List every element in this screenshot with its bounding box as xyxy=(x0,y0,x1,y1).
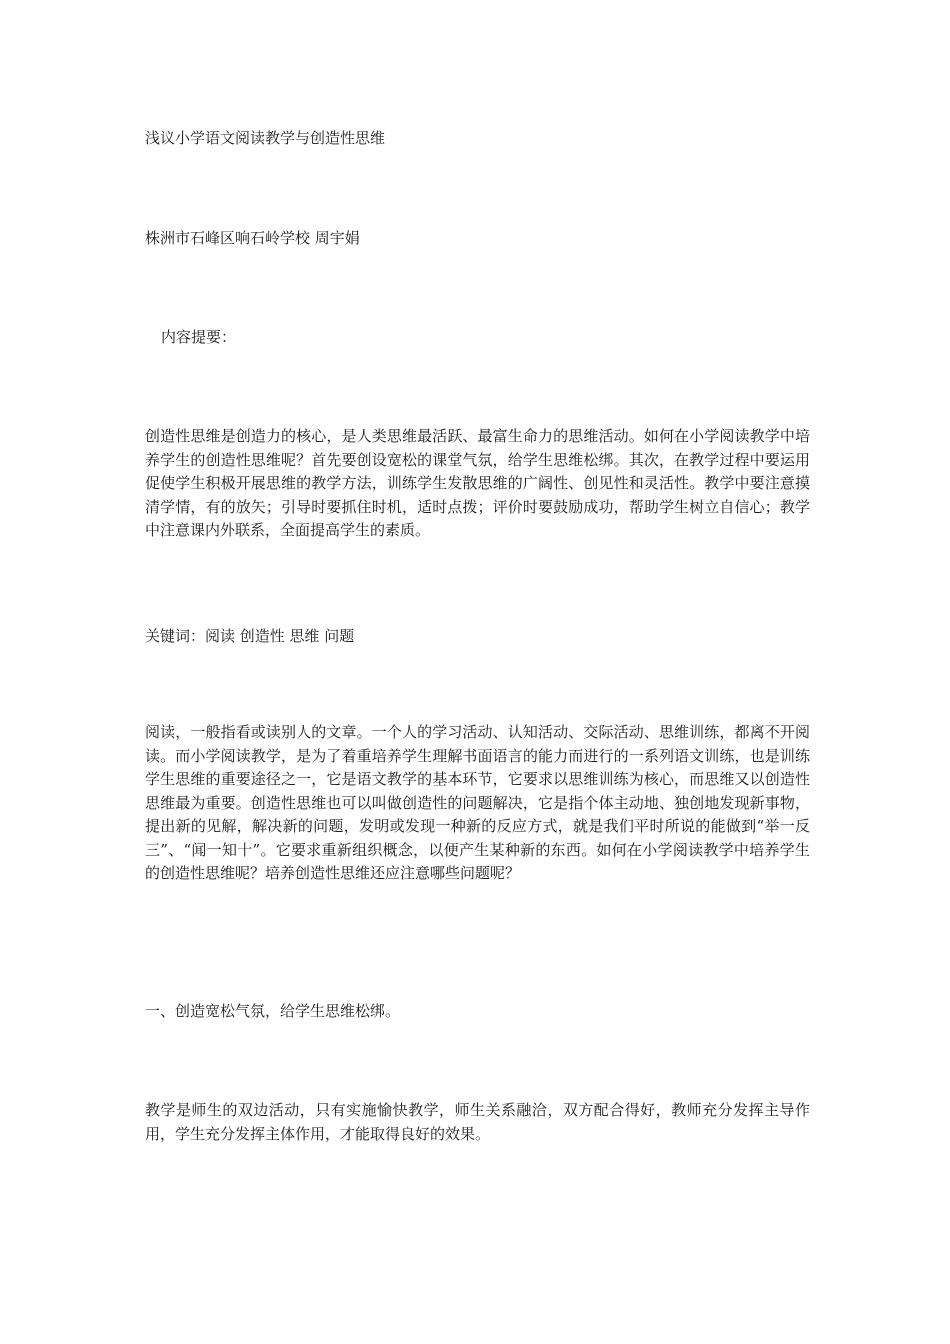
abstract-paragraph: 创造性思维是创造力的核心，是人类思维最活跃、最富生命力的思维活动。如何在小学阅读教学中培养学生的创造性思维呢？首先要创设宽松的课堂气氛，给学生思维松绑。其次，在教学过程中要运用促使学生积极开展思维的教学方法，训练学生发散思维的广阔性、创见性和灵活性。教学中要注意摸清学情，有的放矢；引导时要抓住时机，适时点拨；评价时要鼓励成功，帮助学生树立自信心；教学中注意课内外联系，全面提高学生的素质。 xyxy=(145,427,810,539)
keywords-line: 关键词：阅读 创造性 思维 问题 xyxy=(145,627,355,645)
author-line: 株洲市石峰区响石岭学校 周宇娟 xyxy=(145,229,360,247)
intro-paragraph: 阅读，一般指看或读别人的文章。一个人的学习活动、认知活动、交际活动、思维训练，都离不开阅读。而小学阅读教学，是为了着重培养学生理解书面语言的能力而进行的一系列语文训练，也是训练学生思维的重要途径之一，它是语文教学的基本环节，它要求以思维训练为核心，而思维又以创造性思维最为重要。创造性思维也可以叫做创造性的问题解决，它是指个体主动地、独创地发现新事物，提出新的见解，解决新的问题，发明或发现一种新的反应方式，就是我们平时所说的能做到“举一反三”、“闻一知十”。它要求重新组织概念，以便产生某种新的东西。如何在小学阅读教学中培养学生的创造性思维呢？培养创造性思维还应注意哪些问题呢？ xyxy=(145,723,810,882)
abstract-heading: 内容提要： xyxy=(161,328,237,346)
section1-heading: 一、创造宽松气氛，给学生思维松绑。 xyxy=(145,1002,401,1020)
section1-paragraph: 教学是师生的双边活动，只有实施愉快教学，师生关系融洽，双方配合得好，教师充分发挥主导作用，学生充分发挥主体作用，才能取得良好的效果。 xyxy=(145,1101,810,1143)
document-title: 浅议小学语文阅读教学与创造性思维 xyxy=(145,129,386,147)
